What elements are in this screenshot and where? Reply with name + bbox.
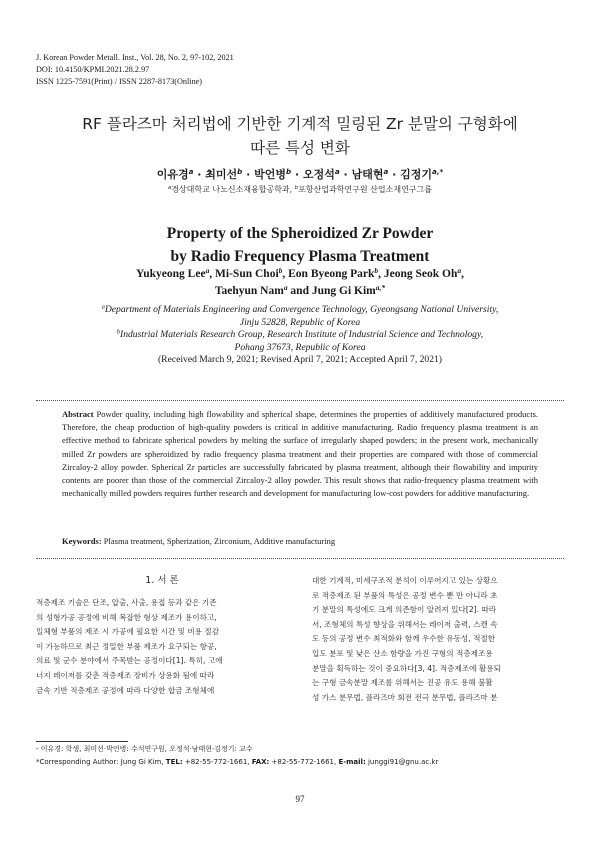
korean-affil-b: 포항산업과학연구원 산업소재연구그룹 (298, 185, 432, 194)
author-affil-marker: a (188, 167, 194, 177)
english-affil-a-line1: $^a$Department of Materials Engineering and Convergence Technology, Gyeongsang National University, (101, 303, 499, 315)
english-affil-b-line1: $^b$Industrial Materials Research Group, Research Institute of Industrial Science and Technology, (116, 328, 484, 341)
english-title-line1: Property of the Spheroidized Zr Powder (166, 225, 434, 242)
body-text-line: 적층제조 기술은 단조, 압출, 사출, 용접 등과 같은 기존 (36, 598, 217, 607)
abstract-text: Powder quality, including high flowability and spherical shape, determines the properties of additively manufactured products. Therefore, the cheap production of high-quality powders is critical in additive manufacturing. Radio frequency plasma treatment is an effective method to fabricate spherical powders by melting the surface of irregularly shaped powders; in the present work, mechanically milled Zr powders are spheroidized by radio frequency plasma treatment and their properties are compared with those of commercial Zircaloy-2 alloy powder. Spherical Zr particles are successfully fabricated by plasma treatment, although their flowability and impurity contents are poorer than those of the commercial Zircaloy-2 alloy powder. This result shows that radio-frequency plasma treatment with mechanically milled powders requires further research and development for manufacturing low-cost powders for additive manufacturing. (62, 409, 539, 499)
author-affil-marker: a (205, 265, 210, 275)
abstract-divider-top (36, 400, 564, 401)
korean-author: 박언병 (254, 168, 287, 181)
korean-title-line1: RF 플라즈마 처리법에 기반한 기계적 밀링된 Zr 분말의 구형화에 (82, 115, 518, 133)
korean-author: 김정기 (400, 168, 433, 181)
english-title-line2: by Radio Frequency Plasma Treatment (170, 248, 430, 265)
english-affil-b-line2: Pohang 37673, Republic of Korea (234, 341, 366, 353)
body-text-line: 분말을 획득하는 것이 중요하다[3, 4]. 적층제조에 활용되 (312, 663, 501, 673)
english-author: Eon Byeong Park (288, 268, 375, 280)
english-affil-a-line2: Jinju 52828, Republic of Korea (239, 316, 361, 328)
english-author: Jung Gi Kim (311, 285, 376, 297)
body-text-line: 일체형 부품의 제조 시 가공에 필요한 시간 및 비용 절감 (36, 627, 220, 637)
korean-authors (40, 166, 560, 182)
body-text-line: 금속 기반 적층제조 공정에 따라 다양한 합금 조형체에 (36, 685, 215, 695)
korean-author: 이유경 (156, 168, 189, 181)
body-text-line: 도 등의 공정 변수 최적화와 함께 우수한 유동성, 적절한 (312, 634, 496, 644)
received-dates: (Received March 9, 2021; Revised April 7, 2021; Accepted April 7, 2021) (157, 354, 443, 365)
author-separator: , (282, 268, 289, 280)
english-authors (40, 266, 560, 300)
author-affil-marker: a (383, 167, 389, 177)
affil-b-marker: b (116, 328, 121, 336)
footnote (36, 743, 564, 768)
english-author: Mi-Sun Choi (215, 268, 279, 280)
abstract-divider-bottom (36, 558, 564, 559)
body-text-line: 대한 기계적, 미세구조적 분석이 이루어지고 있는 상황으 (312, 576, 498, 585)
english-authors-line2 (40, 283, 560, 300)
affil-a-marker: a (168, 185, 172, 192)
left-column-text (36, 596, 288, 698)
author-affil-marker: b (286, 167, 292, 177)
body-column-right (312, 574, 564, 705)
korean-author: 오정석 (303, 168, 335, 181)
author-affil-marker: a (457, 265, 462, 275)
abstract-heading: Abstract (62, 409, 94, 419)
footnote-positions: - 이유경: 학생, 최미선·박언병: 수석연구원, 오정석·남태현·김정기: 교수 (36, 745, 253, 753)
affil-b-marker: b (294, 185, 299, 192)
journal-doi: DOI: 10.4150/KPMI.2021.28.2.97 (36, 65, 150, 74)
body-text-line: 는 구형 금속분말 제조를 위해서는 진공 유도 용해 불활 (312, 678, 493, 688)
keywords (62, 536, 538, 546)
korean-affiliations (40, 184, 560, 195)
author-affil-marker: b (278, 265, 283, 275)
affil-a-marker: a (101, 303, 105, 311)
korean-title (40, 112, 560, 160)
author-affil-marker: b (237, 167, 243, 177)
author-affil-marker: a (283, 282, 288, 292)
english-affiliations (40, 304, 560, 354)
abstract (62, 408, 538, 500)
korean-author: 최미선 (205, 168, 238, 181)
journal-issn: ISSN 1225-7591(Print) / ISSN 2287-8173(Online) (36, 77, 203, 86)
body-text-line: 의료 및 군수 분야에서 주목받는 공정이다[1]. 특히, 고에 (36, 656, 223, 666)
body-text-line: 입도 분포 및 낮은 산소 함량을 가진 구형의 적층제조용 (312, 648, 493, 658)
footnote-corresponding: *Corresponding Author: Jung Gi Kim, TEL: +82-55-772-1661, FAX: +82-55-772-1661, E-mail: junggi91@gnu.ac.kr (36, 757, 439, 766)
author-separator: · (242, 168, 255, 181)
journal-header (36, 52, 234, 88)
body-text-line: 서, 조형체의 특성 향상을 위해서는 레이저 출력, 스캔 속 (312, 619, 498, 629)
body-text-line: 기 분말의 특성에도 크게 의존함이 알려져 있다[2]. 따라 (312, 605, 497, 615)
english-author: Jeong Seok Oh (383, 268, 458, 280)
body-text-line: 의 성형가공 공정에 비해 복잡한 형상 제조가 용이하고, (36, 612, 217, 622)
body-text-line: 로 적층제조 된 부품의 특성은 공정 변수 뿐 만 아니라 초 (312, 590, 498, 600)
page-number: 97 (295, 794, 305, 804)
keywords-heading: Keywords: (62, 536, 102, 546)
author-affil-marker: a (334, 167, 340, 177)
right-column-text (312, 574, 564, 705)
english-authors-line1 (40, 266, 560, 283)
korean-affil-a: 경상대학교 나노신소재융합공학과, (171, 185, 295, 194)
author-affil-marker: a,* (432, 167, 444, 177)
author-separator: · (193, 168, 206, 181)
email-link[interactable]: junggi91@gnu.ac.kr (365, 757, 439, 766)
journal-citation: J. Korean Powder Metall. Inst., Vol. 28, No. 2, 97-102, 2021 (36, 53, 234, 62)
author-affil-marker: a,* (375, 282, 386, 292)
author-separator: and (287, 285, 312, 297)
author-separator: · (339, 168, 352, 181)
body-text-line: 이 가능하므로 최근 정밀한 부품 제조가 요구되는 항공, (36, 641, 217, 651)
korean-author: 남태현 (351, 168, 384, 181)
body-column-left (36, 574, 288, 698)
body-text-line: 성 가스 분무법, 플라즈마 회전 전극 분무법, 플라즈마 분 (312, 692, 498, 702)
author-separator: · (388, 168, 401, 181)
english-author: Taehyun Nam (214, 285, 284, 297)
author-separator: · (291, 168, 303, 181)
footnote-divider (36, 741, 128, 742)
author-separator: , (461, 268, 464, 280)
keywords-text: Plasma treatment, Spherization, Zirconium, Additive manufacturing (103, 536, 336, 546)
author-separator: , (378, 268, 384, 280)
english-author: Yukyeong Lee (136, 268, 206, 280)
korean-title-line2: 따른 특성 변화 (250, 139, 350, 157)
author-separator: , (209, 268, 216, 280)
body-text-line: 너지 레이저를 갖춘 적층제조 장비가 상용화 됨에 따라 (36, 670, 215, 680)
english-title (40, 222, 560, 268)
section-heading: 1. 서 론 (145, 575, 179, 586)
author-affil-marker: b (374, 265, 379, 275)
